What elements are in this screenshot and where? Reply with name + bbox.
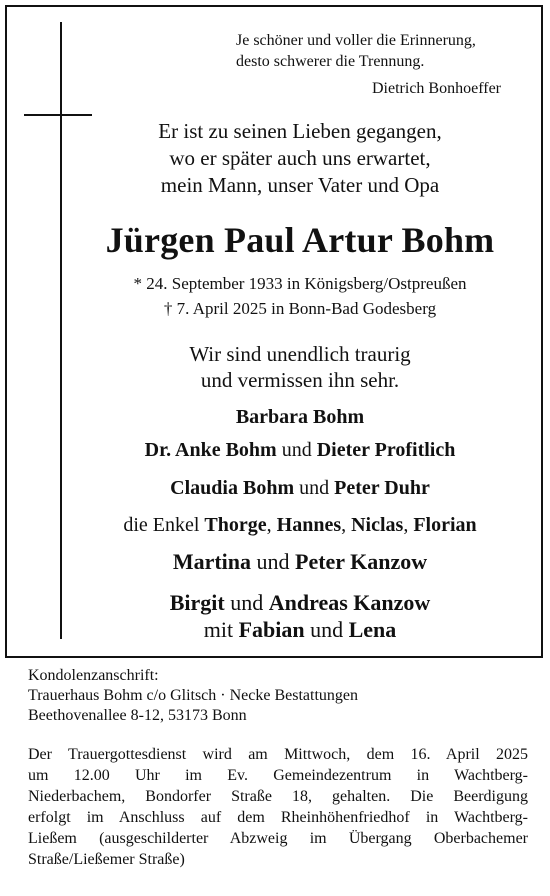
mourner-name: Dr. Anke Bohm <box>144 439 277 461</box>
mourner-row <box>60 437 540 463</box>
mourner-name: Peter Duhr <box>334 477 430 499</box>
death-date: † 7. April 2025 in Bonn-Bad Godesberg <box>163 299 437 318</box>
separator: , <box>341 514 352 536</box>
conjunction: und <box>304 617 349 642</box>
service-line: erfolgt im Anschluss auf dem Rheinhöhenfriedhof in Wachtberg- <box>28 809 528 826</box>
mourner-row <box>60 512 540 538</box>
cross-horizontal-bar <box>24 114 92 116</box>
conjunction: und <box>276 439 317 461</box>
sorrow-line: und vermissen ihn sehr. <box>200 368 400 392</box>
service-line: um 12.00 Uhr im Ev. Gemeindezentrum in Wachtberg- <box>28 767 528 784</box>
quote <box>236 30 526 72</box>
verse-line: wo er später auch uns erwartet, <box>169 146 431 170</box>
mourner-name: Thorge <box>204 514 267 536</box>
condolence-line: Beethovenallee 8-12, 53173 Bonn <box>28 707 247 724</box>
mourner-name: Peter Kanzow <box>295 549 428 574</box>
verse-line: Er ist zu seinen Lieben gegangen, <box>158 119 442 143</box>
grandchildren-prefix: die Enkel <box>123 514 205 536</box>
verse-line: mein Mann, unser Vater und Opa <box>160 173 440 197</box>
condolence-line: Trauerhaus Bohm c/o Glitsch · Necke Bestattungen <box>28 687 359 704</box>
mourner-name: Lena <box>348 617 397 642</box>
mourner-name: Claudia Bohm <box>170 477 295 499</box>
mourner-row <box>60 549 540 575</box>
condolence-address <box>28 666 528 726</box>
mourner-name: Niclas <box>351 514 404 536</box>
verse <box>60 118 540 199</box>
mourner-name: Birgit <box>169 590 225 615</box>
quote-line: desto schwerer die Trennung. <box>236 53 425 70</box>
service-line: Der Trauergottesdienst wird am Mittwoch, dem 16. April 2025 <box>28 746 528 763</box>
conjunction: und <box>224 590 269 615</box>
separator: , <box>403 514 414 536</box>
deceased-name: Jürgen Paul Artur Bohm <box>105 220 495 260</box>
with-prefix: mit <box>203 617 239 642</box>
quote-author: Dietrich Bonhoeffer <box>372 80 501 97</box>
service-line: Niederbachem, Bondorfer Straße 18, gehalten. Die Beerdigung <box>28 788 528 805</box>
conjunction: und <box>294 477 335 499</box>
mourner-name: Florian <box>413 514 477 536</box>
quote-line: Je schöner und voller die Erinnerung, <box>236 32 476 49</box>
conjunction: und <box>251 549 296 574</box>
sorrow-text <box>60 341 540 393</box>
service-line: Ließem (ausgeschilderter Abzweig im Übergang Oberbachemer <box>28 830 528 847</box>
funeral-service-notice <box>28 744 528 870</box>
separator: , <box>266 514 277 536</box>
mourner-name: Barbara Bohm <box>235 406 365 428</box>
mourner-name: Fabian <box>238 617 305 642</box>
service-line: Straße/Ließemer Straße) <box>28 851 185 868</box>
mourner-row <box>60 590 540 616</box>
mourner-name: Martina <box>172 549 252 574</box>
mourner-name: Dieter Profitlich <box>316 439 456 461</box>
sorrow-line: Wir sind unendlich traurig <box>189 342 411 366</box>
mourner-row <box>60 617 540 643</box>
mourner-row <box>60 404 540 430</box>
mourner-name: Hannes <box>276 514 342 536</box>
mourner-name: Andreas Kanzow <box>268 590 431 615</box>
condolence-heading: Kondolenzanschrift: <box>28 667 159 684</box>
mourner-row <box>60 475 540 501</box>
life-dates <box>60 271 540 321</box>
birth-date: * 24. September 1933 in Königsberg/Ostpreußen <box>133 274 467 293</box>
